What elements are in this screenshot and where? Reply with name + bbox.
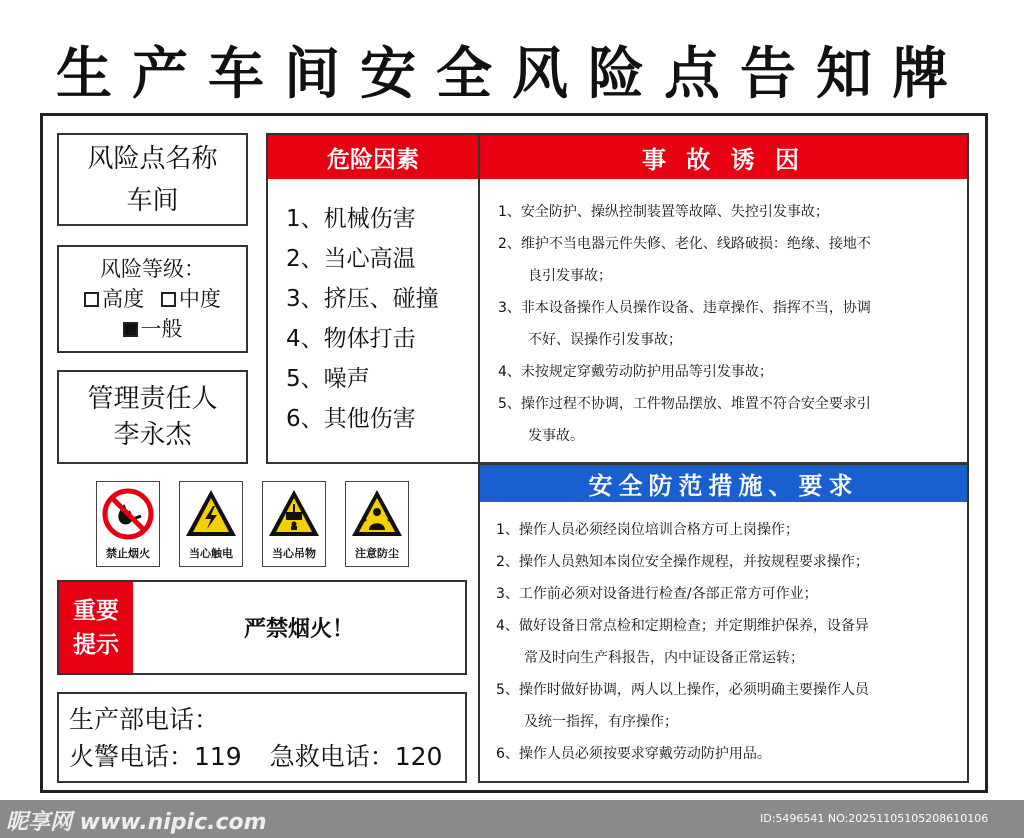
measure-line: 常及时向生产科报告，内中证设备正常运转； (524, 650, 804, 666)
hazards-header: 危险因素 (268, 135, 478, 179)
no-fire-icon (100, 486, 156, 542)
cause-line: 2、维护不当电器元件失修、老化、线路破损：绝缘、接地不 (498, 236, 871, 252)
sign-hanging-load (262, 481, 326, 567)
hazard-item: 3、挤压、碰撞 (286, 286, 439, 312)
manager-name: 李永杰 (113, 420, 192, 450)
important-notice-box (57, 580, 467, 675)
risk-level-label: 风险等级： (100, 257, 205, 281)
measures-list (480, 502, 967, 770)
measure-line: 2、操作人员熟知本岗位安全操作规程，并按规程要求操作； (496, 554, 869, 570)
cause-line: 5、操作过程不协调，工件物品摆放、堆置不符合安全要求引 (498, 396, 871, 412)
sign-label: 注意防尘 (355, 547, 399, 560)
measure-line: 4、做好设备日常点检和定期检查；并定期维护保养，设备异 (496, 618, 869, 634)
important-tag-line-2: 提示 (73, 631, 119, 658)
sign-electric-shock (179, 481, 243, 567)
phones-box (57, 692, 467, 783)
manager-box (57, 370, 248, 464)
cause-line: 良引发事故； (528, 268, 612, 284)
risk-point-value: 车间 (126, 185, 179, 216)
page-title: 生产车间安全风险点告知牌 (56, 42, 968, 107)
measure-line: 及统一指挥，有序操作； (524, 714, 678, 730)
emergency-phones-row (69, 738, 465, 776)
hazard-item: 4、物体打击 (286, 326, 416, 352)
hazard-item: 1、机械伤害 (286, 206, 416, 232)
dust-warning-icon (349, 486, 405, 542)
fire-phone: 火警电话：119 (69, 742, 242, 771)
measure-line: 5、操作时做好协调，两人以上操作，必须明确主要操作人员 (496, 682, 869, 698)
watermark-right: ID:5496541 NO:20251105105208610106 (760, 812, 989, 825)
hazard-item: 5、噪声 (286, 366, 370, 392)
hazards-box (266, 133, 480, 464)
cause-line: 不好、误操作引发事故； (528, 332, 682, 348)
sign-no-fire (96, 481, 160, 567)
cause-line: 4、未按规定穿戴劳动防护用品等引发事故； (498, 364, 773, 380)
risk-level-high: 高度 (102, 287, 145, 311)
sign-label: 当心吊物 (272, 547, 316, 560)
manager-label: 管理责任人 (87, 384, 218, 414)
important-notice-text: 严禁烟火！ (243, 617, 354, 642)
causes-box (478, 133, 969, 464)
measures-header: 安全防范措施、要求 (480, 465, 967, 502)
cause-line: 发事故。 (528, 428, 584, 444)
production-phone: 生产部电话： (69, 705, 220, 734)
risk-level-medium: 中度 (178, 287, 221, 311)
measures-box (478, 463, 969, 783)
watermark-left: 昵享网 www.nipic.com (6, 810, 267, 835)
cause-line: 3、非本设备操作人员操作设备、违章操作、指挥不当，协调 (498, 300, 871, 316)
measure-line: 6、操作人员必须按要求穿戴劳动防护用品。 (496, 746, 771, 762)
risk-point-label: 风险点名称 (87, 143, 218, 174)
causes-list (480, 179, 967, 452)
electric-shock-warning-icon (183, 486, 239, 542)
important-tag (59, 582, 133, 673)
hazards-list (268, 179, 478, 439)
important-tag-line-1: 重要 (73, 597, 119, 624)
checkbox-high (84, 292, 99, 307)
measure-line: 1、操作人员必须经岗位培训合格方可上岗操作； (496, 522, 799, 538)
ambulance-phone: 急救电话：120 (269, 742, 443, 771)
sign-dust (345, 481, 409, 567)
hanging-load-warning-icon (266, 486, 322, 542)
measure-line: 3、工作前必须对设备进行检查/各部正常方可作业； (496, 586, 818, 602)
sign-label: 禁止烟火 (106, 547, 150, 560)
risk-level-row (84, 284, 221, 314)
hazard-item: 6、其他伤害 (286, 406, 416, 432)
checkbox-general-checked (123, 322, 138, 337)
hazard-item: 2、当心高温 (286, 246, 416, 272)
risk-level-box (57, 245, 248, 353)
risk-level-row-2 (123, 314, 183, 344)
risk-point-box (57, 133, 248, 226)
checkbox-medium (161, 292, 176, 307)
sign-label: 当心触电 (189, 547, 233, 560)
risk-level-general: 一般 (140, 317, 183, 341)
causes-header: 事 故 诱 因 (480, 135, 967, 179)
cause-line: 1、安全防护、操纵控制装置等故障、失控引发事故； (498, 204, 829, 220)
